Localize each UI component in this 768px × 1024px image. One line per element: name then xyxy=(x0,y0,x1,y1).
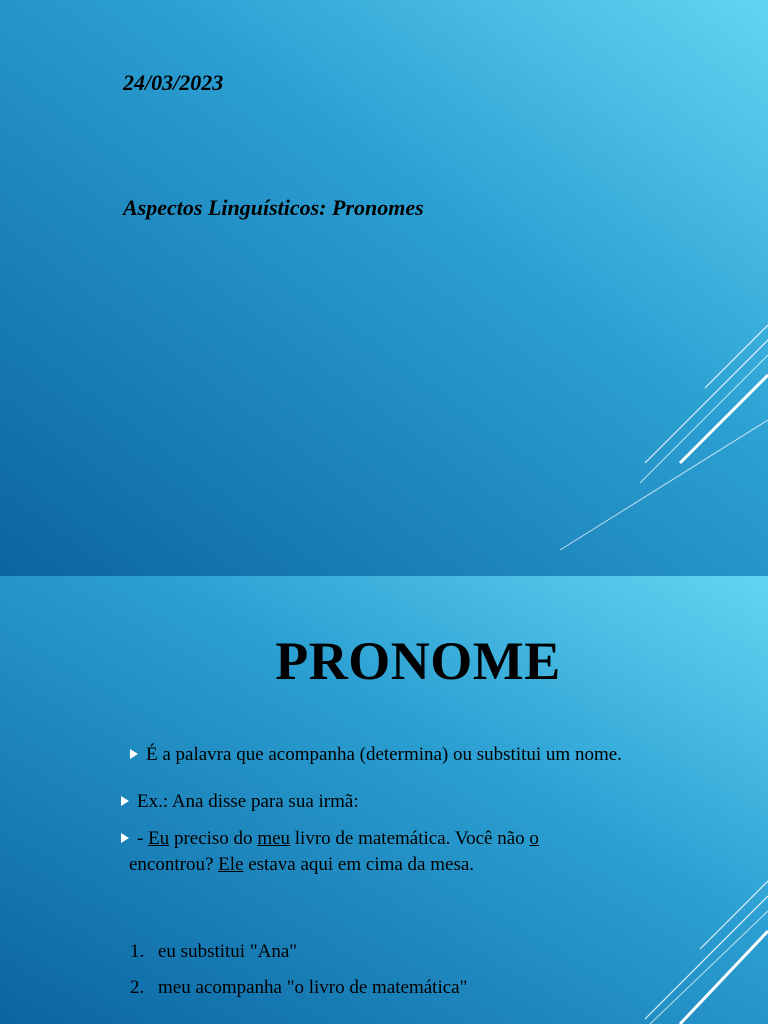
presentation-subtitle: Aspectos Linguísticos: Pronomes xyxy=(123,195,424,220)
pronoun-o: o xyxy=(529,828,539,849)
bullet-arrow-icon xyxy=(121,833,129,843)
presentation-date: 24/03/2023 xyxy=(123,70,224,95)
pronoun-eu: Eu xyxy=(148,828,170,849)
bullet-arrow-icon xyxy=(130,749,138,759)
content-slide xyxy=(0,576,768,1024)
pronoun-meu: meu xyxy=(257,828,291,849)
bullet-definition: É a palavra que acompanha (determina) ou substitui um nome. xyxy=(130,742,622,768)
bullet-example-sentence: - Eu preciso do meu livro de matemática. Você não o encontrou? Ele estava aqui em cima da mesa. xyxy=(121,826,641,878)
list-item: 1. eu substitui "Ana" xyxy=(130,941,298,962)
pronoun-ele: Ele xyxy=(218,854,244,875)
slide-title: PRONOME xyxy=(275,631,561,691)
bullet-example-intro: Ex.: Ana disse para sua irmã: xyxy=(121,789,359,815)
list-item: 2. meu acompanha "o livro de matemática" xyxy=(130,977,468,998)
bullet-arrow-icon xyxy=(121,796,129,806)
